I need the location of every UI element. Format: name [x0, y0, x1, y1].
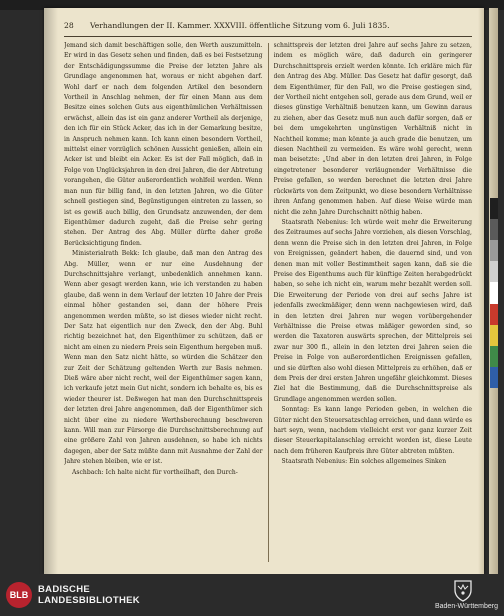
page-number: 28	[64, 21, 74, 30]
viewer-footer	[0, 574, 504, 616]
left-paragraph: Aschbach: Ich halte nicht für vortheilhaft, den Durch-	[72, 468, 238, 476]
right-column	[274, 41, 473, 564]
right-paragraph: Sonntag: Es kann lange Perioden geben, in welchen die Güter nicht den Steuersatzschlag erreichen, und dann würde es hart seyn, wenn, nachdem vielleicht erst vor ganz kurzer Zeit dieser Steuerkapitalanschlag erreicht worden ist, diese Leute nach dem früheren Kaufpreis ihre Güter abtreten müßten.	[273, 406, 472, 455]
right-paragraph: schnittspreis der letzten drei Jahre auf sechs Jahre zu setzen, indem es möglich wäre, daß dadurch ein geringerer Durchschnittspreis erzielt werden könnte. Ich erkläre mich für den Antrag des Abg. Müller. Das Gesetz hat dafür gesorgt, daß dem Eigenthümer, für den Fall, wo die Preise gestiegen sind, der Vortheil nicht entgehen soll, gerade aus dem Grund, weil er dieses günstige Verhältniß benutzen kann, um Gewinn daraus zu ziehen, aber das Gesetz muß nun auch dafür sorgen, daß er bei dem umgekehrten ungünstigen Verhältniß nicht in Nachtheil komme; man könnte ja auch grade die benutzen, um diesen Nachtheil zu vermeiden. Es wäre wohl gerecht, wenn man beisetzte: „Und aber in den letzten drei Jahren, in Folge eingetretener besonderer verläugnender Verhältnisse die Preise gefallen, so werden berechnet die letzten drei Jahre rückwärts von dem Zeitpunkt, wo diese besondern Verhältnisse ihren Anfang genommen haben. Auf diese Weise würde man nicht die zehn Jahre Durchschnitt nöthig haben.	[273, 42, 472, 216]
running-head	[64, 21, 472, 30]
left-column	[64, 41, 263, 564]
color-scale-bar	[490, 198, 498, 388]
library-name-line1: BADISCHE	[38, 584, 91, 595]
left-paragraph: Ministerialrath Bekk: Ich glaube, daß man den Antrag des Abg. Müller, wenn er nur eine Ausdehnung der Durchschnittsjahre verlangt, unbedenklich annehmen kann. Wenn aber gesagt werden kann, wie ich verstanden zu haben glaube, daß wenn in dem Verlauf der letzten 10 Jahre der Preis einmal höher gestanden sei, dann der höhere Preis angenommen werden müßte, so ist dieses wieder nicht recht. Der Satz hat eigentlich nur den Zweck, den der Abg. Buhl richtig bezeichnet hat, den Eigenthümer zu schützen, daß er nicht am einen zu niedern Preis sein Eigenthum hergeben muß. Wenn man den Satz nicht hätte, so würden die Schätzer den zur Zeit der Schätzung geltenden Werth zur Basis nehmen. Dieß wäre aber nicht recht, weil der Eigenthümer sagen kann, ich verkaufe jetzt mein Gut nicht, sondern ich behalte es, bis es wieder theurer ist. Deßwegen hat man den Durchschnittspreis der letzten drei Jahre angenommen, daß der Eigenthümer sich nicht über eine zu niedere Werthsberechnung beschweren kann. Will man zur Fürsorge die Durchschnittsberechnung auf eine größere Zahl von Jahren ausdehnen, so habe ich nichts dagegen, aber der Satz müßte dann mit Ausnahme der Zahl der Jahre stehen bleiben, wie er ist.	[64, 250, 263, 466]
left-paragraph: Jemand sich damit beschäftigen solle, den Werth auszumitteln. Er wird in das Gesetz sehen und finden, daß es bei Festsetzung der Entschädigungssumme die Preise der letzten Jahre als Grundlage angenommen hat, woraus er nicht abgehen darf. Wohl darf er nach dem folgenden Artikel den besondern Vortheil in Anschlag nehmen, der für einen Mann aus dem Besitze eines solchen Guts aus eigenthümlichen Verhältnissen erwächst, allein das ist ein ganz anderer Vortheil als derjenige, den ich für ein Stück Acker, das ich in der Gemarkung besitze, in Anspruch nehmen kann. Ich kann einen besondern Vortheil, mittelst einer vorzüglich schönen Aussicht genießen, allein ein Acker ist und bleibt ein Acker. Es ist der Fall möglich, daß in Folge von Unglücksjahren in den drei Jahren, die der Abtretung vorangehen, die Güter außerordentlich wohlfeil werden. Wenn man nun für billig fand, in den letzten Jahren, wo die Güter schnell gestiegen sind, Begünstigungen eintreten zu lassen, so ist es gewiß auch billig, den Grundsatz anzuwenden, der dem Eigenthümer dadurch zugeht, daß die Preise sehr gering stehen. Der Antrag des Abg. Müller dürfte daher große Berücksichtigung finden.	[64, 42, 263, 247]
text-columns	[64, 41, 472, 564]
right-paragraph: Staatsrath Nebenius: Ein solches allgemeines Sinken	[281, 458, 447, 466]
column-divider	[268, 43, 269, 562]
page-side-strip	[489, 8, 498, 574]
page-title: Verhandlungen der II. Kammer. XXXVIII. öffentliche Sitzung vom 6. Juli 1835.	[90, 21, 390, 30]
library-name[interactable]	[38, 584, 140, 606]
right-paragraph: Staatsrath Nebenius: Ich würde weit mehr die Erweiterung des Zeitraumes auf sechs Jahre vorziehen, als diesen Vorschlag, denn wenn die Preise sich in den letzten drei Jahren, in Folge von Ereignissen, geändert haben, die dauernd sind, und von denen man mit voller Bestimmtheit sagen kann, daß sie die Preise des Eigenthums auch für künftige Zeiten herabgedrückt haben, so sehe ich nicht ein, warum mehr bezahlt werden soll. Die Erweiterung der Periode von drei auf sechs Jahre ist jedenfalls zweckmäßiger, denn wenn nachgewiesen wird, daß in den letzten drei Jahren nur wegen vorübergehender Verhältnisse die Preise etwas mäßiger geworden sind, so werden die Taxatoren auswärts sprechen, der Mittelpreis sei zwar nur 300 fl., allein in den letzten drei Jahren seien die Preise in Folge von außerordentlichen Ereignissen gefallen, und sie dürften also wohl diesen Mittelpreis zu erhöhen, daß er dem Preis der drei ersten Jahren ungefähr gleichkommt. Dieses Ziel hat die Bestimmung, daß die Durchschnittspreise als Grundlage angenommen werden sollen.	[273, 218, 472, 403]
baden-wuerttemberg-crest-icon	[452, 578, 474, 602]
page-edge-shadow	[478, 8, 484, 574]
blb-logo[interactable]	[6, 582, 32, 608]
header-rule	[64, 36, 472, 37]
library-name-line2: LANDESBIBLIOTHEK	[38, 595, 140, 606]
page-gutter-shadow	[44, 8, 58, 574]
scanned-page	[44, 8, 484, 574]
partner-name: Baden-Württemberg	[434, 603, 498, 610]
blb-logo-text: BLB	[9, 590, 29, 600]
